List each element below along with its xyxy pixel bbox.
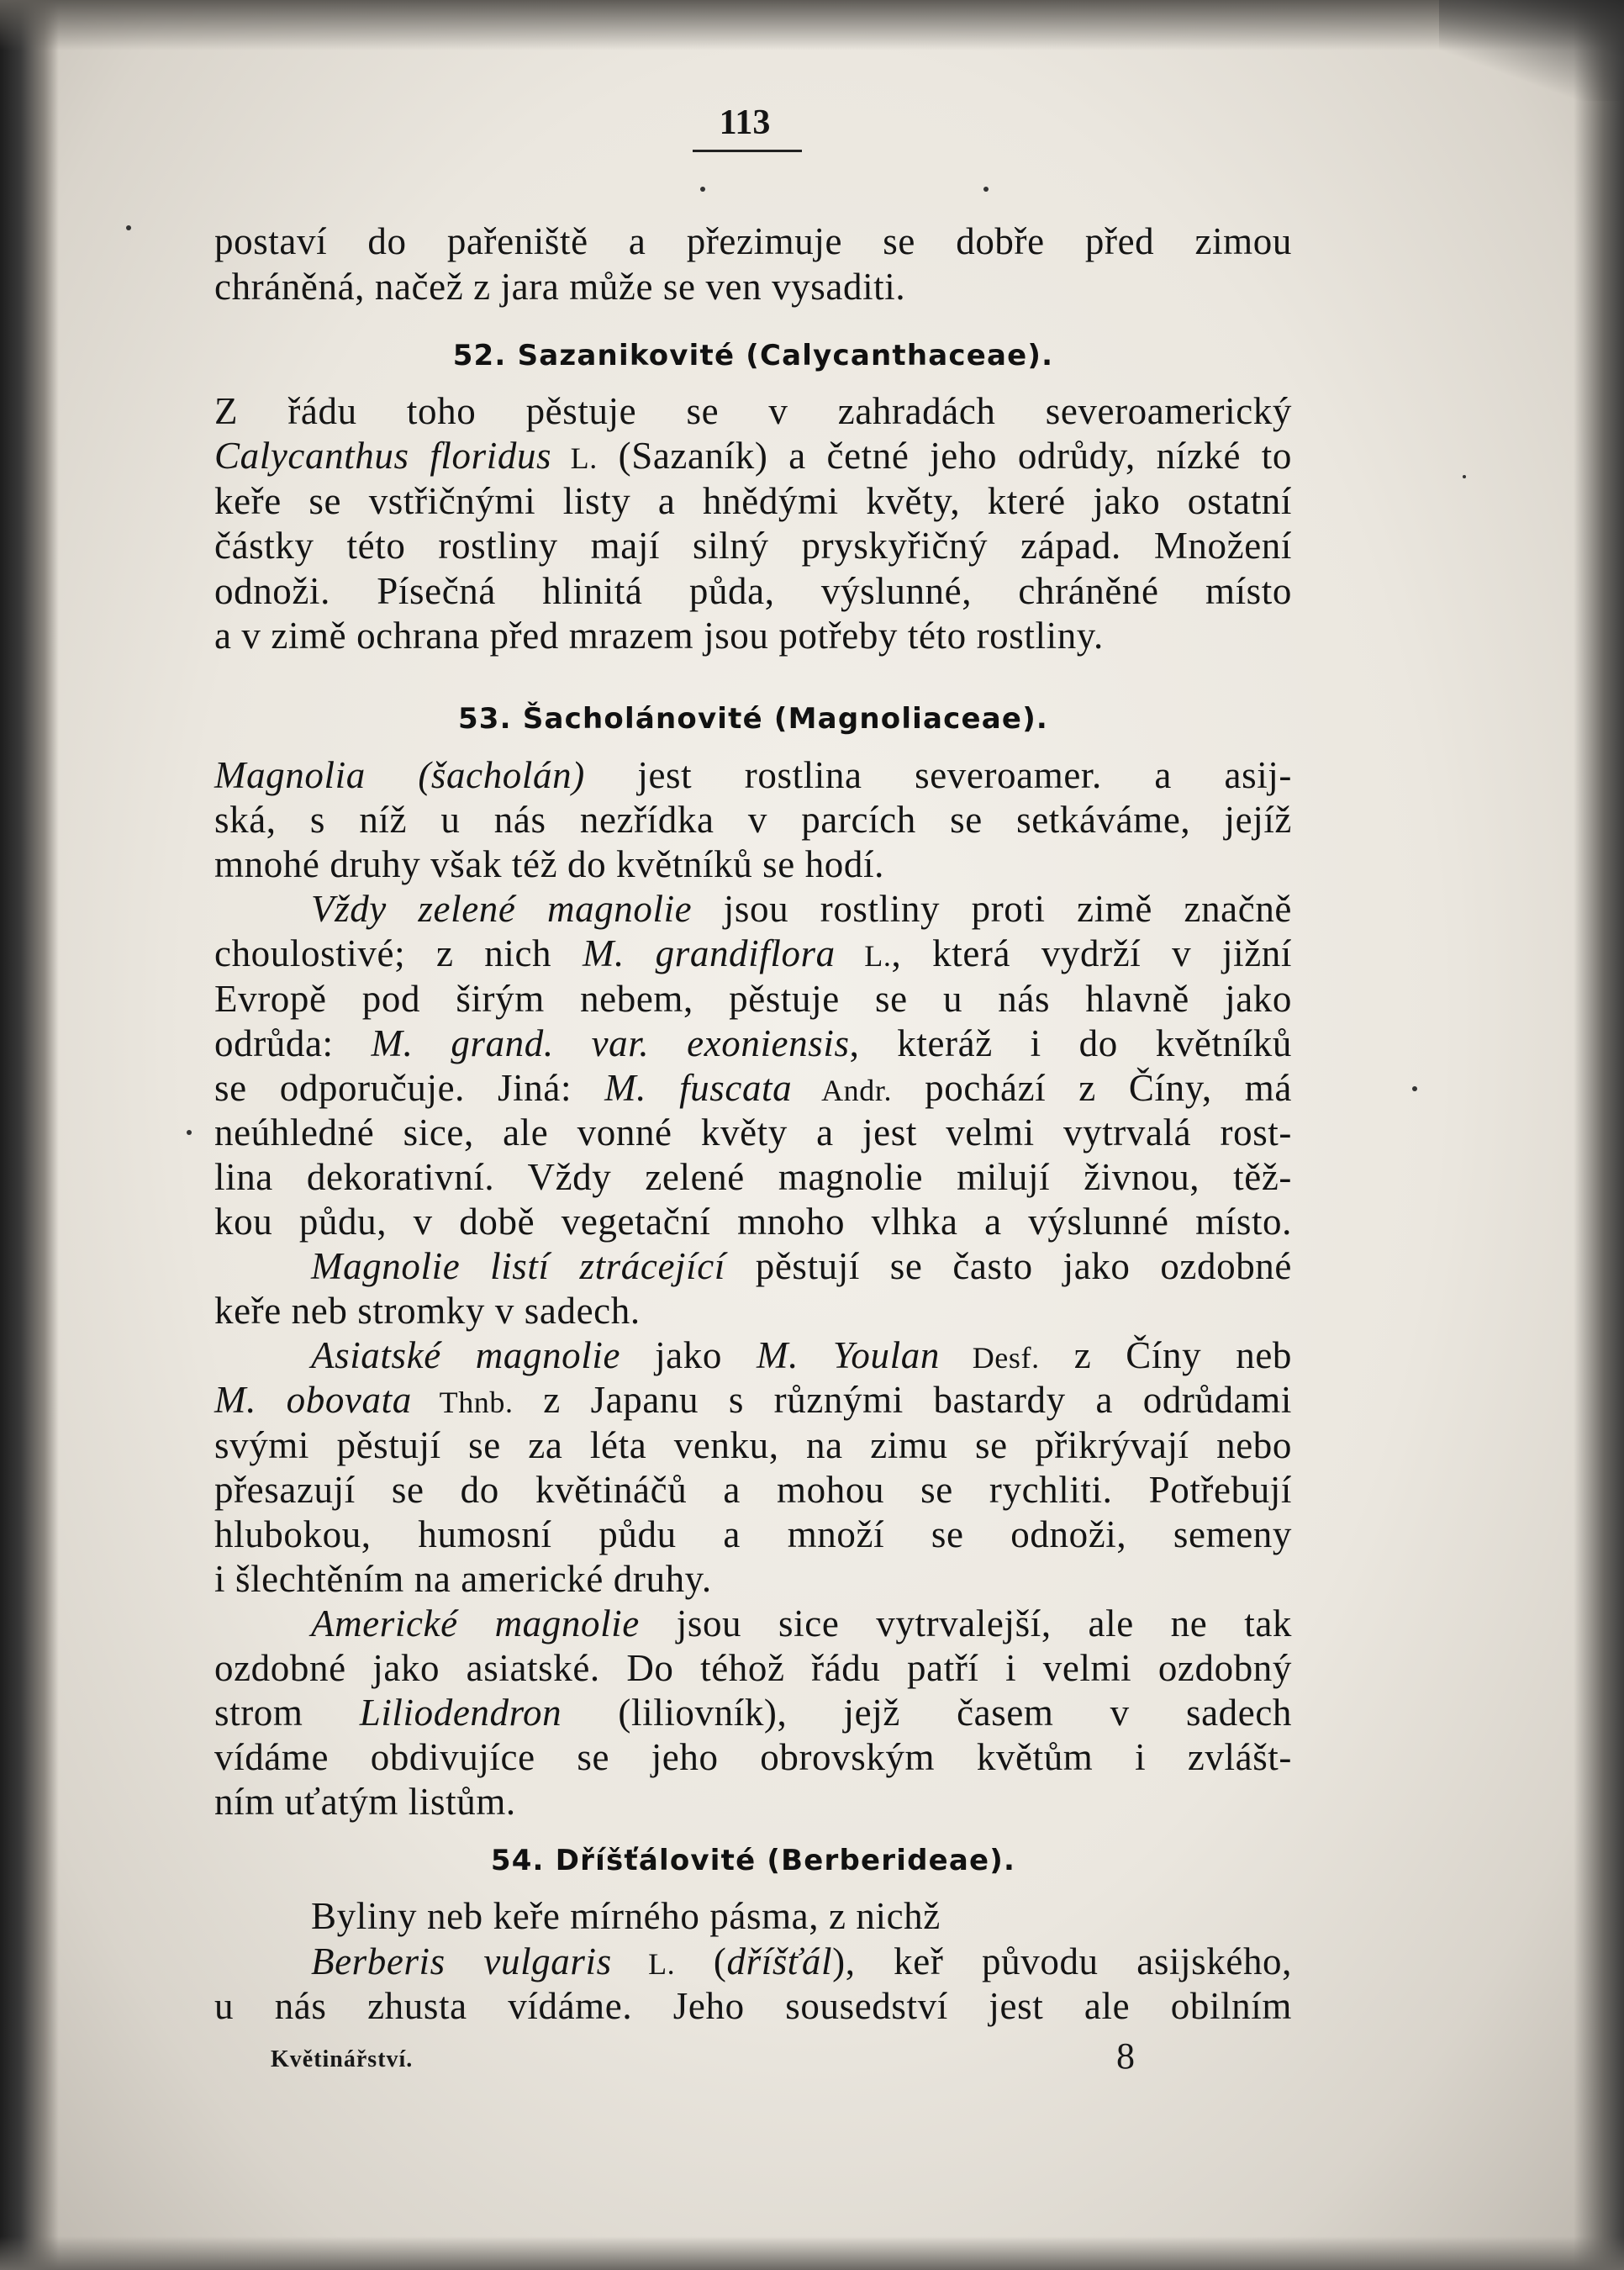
text-line <box>214 1645 1292 1691</box>
text-run: kou půdu, v době vegetační mnoho vlhka a výslunné místo. <box>214 1201 1292 1243</box>
italic-run: Liliodendron <box>359 1692 562 1734</box>
author-abbrev: Andr. <box>792 1073 893 1107</box>
italic-run: Magnolia (šacholán) <box>214 754 585 796</box>
text-line <box>214 1154 1292 1200</box>
italic-run: M. grand. var. exoniensis <box>371 1022 850 1064</box>
text-run: jako <box>620 1334 757 1377</box>
text-run: a v zimě ochrana před mrazem jsou potřeby této rostliny. <box>214 615 1104 657</box>
section-number: 53. <box>457 702 512 736</box>
author-abbrev: Desf. <box>939 1341 1040 1375</box>
text-run: ním uťatým listům. <box>214 1781 516 1824</box>
text-line <box>214 1377 1292 1423</box>
italic-run: M. grandiflora <box>582 932 836 975</box>
text-run: , kteráž i do květníků <box>849 1022 1292 1064</box>
text-run: jsou sice vytrvalejší, ale ne tak <box>639 1602 1292 1644</box>
section-title: Šacholánovité (Magnoliaceae). <box>522 702 1049 736</box>
text-line <box>214 388 1292 434</box>
italic-run: dříšťál <box>726 1940 833 1982</box>
text-line <box>214 433 1292 478</box>
page-edge-shadow-top <box>0 0 1624 50</box>
section-heading-54 <box>214 1840 1292 1882</box>
text-run: mnohé druhy však též do květníků se hodí. <box>214 843 884 886</box>
signature-mark: Květinářství. <box>271 2046 414 2072</box>
text-line <box>311 1333 1292 1378</box>
text-line <box>214 1690 1292 1735</box>
text-run: jest rostlina severoamer. a asij- <box>584 754 1292 796</box>
text-run: pěstují se často jako ozdobné <box>725 1245 1292 1288</box>
ink-speck <box>187 1130 192 1135</box>
italic-run: Magnolie listí ztrácející <box>311 1245 725 1288</box>
page-number: 113 <box>719 103 771 142</box>
italic-run: Asiatské magnolie <box>311 1334 621 1377</box>
text-line <box>214 523 1292 568</box>
text-line <box>214 1734 1292 1780</box>
text-run: z Číny neb <box>1039 1334 1292 1377</box>
text-run: Byliny neb keře mírného pásma, z nichž <box>311 1895 941 1937</box>
text-line <box>311 1243 1292 1289</box>
text-run: (liliovník), jejž časem v sadech <box>562 1692 1292 1734</box>
text-run: částky této rostliny mají silný pryskyřičný západ. Množení <box>214 525 1292 568</box>
text-line: postaví do pařeniště a přezimuje se dobře před zimou <box>214 220 1292 262</box>
author-abbrev: L. <box>551 441 598 476</box>
text-run: choulostivé; z nich <box>214 932 583 975</box>
italic-run: Calycanthus floridus <box>214 435 552 478</box>
text-run: odnoži. Písečná hlinitá půda, výslunné, chráněné místo <box>214 569 1292 612</box>
page-edge-shadow-right <box>1574 0 1624 2270</box>
page-edge-shadow-left <box>0 0 59 2270</box>
text-line <box>214 1467 1292 1512</box>
ink-speck <box>1463 475 1466 478</box>
text-run: vídáme obdivujíce se jeho obrovským květům i zvlášt- <box>214 1736 1292 1779</box>
text-run: z Japanu s různými bastardy a odrůdami <box>513 1379 1292 1422</box>
page-corner-shadow <box>1439 0 1624 101</box>
italic-run: M. obovata <box>214 1379 412 1422</box>
text-run: strom <box>214 1692 360 1734</box>
text-run: svými pěstují se za léta venku, na zimu se přikrývají nebo <box>214 1423 1292 1466</box>
italic-run: Americké magnolie <box>311 1602 640 1644</box>
text-run: lina dekorativní. Vždy zelené magnolie milují živnou, těž- <box>214 1155 1292 1198</box>
text-line <box>214 1423 1292 1468</box>
text-run: keře se vstřičnými listy a hnědými květy, které jako ostatní <box>214 479 1292 522</box>
italic-run: Berberis vulgaris <box>311 1940 612 1982</box>
text-run: u nás zhusta vídáme. Jeho sousedství jest ale obilním <box>214 1985 1292 2027</box>
text-run: , která vydrží v jižní <box>891 932 1293 975</box>
text-line <box>214 568 1292 614</box>
text-run: ská, s níž u nás nezřídka v parcích se setkáváme, jejíž <box>214 799 1292 842</box>
text-line <box>214 478 1292 524</box>
text-run: (Sazaník) a četné jeho odrůdy, nízké to <box>597 435 1292 478</box>
section-title: Sazanikovité (Calycanthaceae). <box>517 339 1054 372</box>
section-number: 52. <box>452 339 507 372</box>
text-run: se odporučuje. Jiná: <box>214 1066 605 1109</box>
italic-run: M. fuscata <box>604 1066 793 1109</box>
section-title: Dříšťálovité (Berberideae). <box>555 1844 1016 1877</box>
text-run: přesazují se do květináčů a mohou se rychliti. Potřebují <box>214 1468 1292 1511</box>
text-run: odrůda: <box>214 1022 372 1064</box>
sheet-number: 8 <box>1116 2035 1135 2077</box>
text-run: jsou rostliny proti zimě značně <box>692 888 1292 931</box>
text-run: ), keř původu asijského, <box>832 1940 1292 1982</box>
text-line <box>311 1939 1292 1984</box>
page-edge-shadow-bottom <box>0 2236 1624 2270</box>
text-line <box>311 1601 1292 1646</box>
text-line <box>214 1512 1292 1557</box>
text-line <box>214 931 1292 976</box>
author-abbrev: L. <box>835 939 892 974</box>
text-line <box>214 1021 1292 1066</box>
author-abbrev: Thnb. <box>411 1386 514 1420</box>
author-abbrev: L. <box>611 1946 676 1981</box>
text-line <box>214 1065 1292 1111</box>
text-line <box>214 1110 1292 1155</box>
section-number: 54. <box>490 1844 545 1877</box>
text-line <box>214 1199 1292 1244</box>
text-run: i šlechtěním na americké druhy. <box>214 1557 712 1600</box>
text-line <box>214 613 1292 658</box>
text-run: hlubokou, humosní půdu a množí se odnoži, semeny <box>214 1512 1292 1555</box>
ink-speck <box>1412 1086 1417 1091</box>
ink-speck <box>983 187 989 192</box>
italic-run: Vždy zelené magnolie <box>311 888 693 931</box>
ink-speck <box>700 187 705 192</box>
text-line <box>214 976 1292 1022</box>
text-run: keře neb stromky v sadech. <box>214 1290 641 1333</box>
text-run: Evropě pod širým nebem, pěstuje se u nás hlavně jako <box>214 977 1292 1020</box>
text-line <box>311 1893 1292 1939</box>
text-run: pochází z Číny, má <box>892 1066 1292 1109</box>
text-run: Z řádu toho pěstuje se v zahradách severoamerický <box>214 390 1292 432</box>
italic-run: M. Youlan <box>756 1334 940 1377</box>
text-line <box>214 752 1292 798</box>
text-line <box>214 797 1292 842</box>
text-line <box>214 1556 1292 1602</box>
text-run: ( <box>675 1940 727 1982</box>
text-line <box>214 1288 1292 1333</box>
text-run: ozdobné jako asiatské. Do téhož řádu patří i velmi ozdobný <box>214 1647 1292 1689</box>
section-heading-53 <box>214 698 1292 740</box>
text-line <box>311 886 1292 932</box>
ink-speck <box>126 225 131 230</box>
text-line <box>214 842 1292 887</box>
text-line: chráněná, načež z jara může se ven vysaditi. <box>214 266 906 308</box>
text-run: neúhledné sice, ale vonné květy a jest velmi vytrvalá rost- <box>214 1111 1292 1153</box>
text-line <box>214 1779 1292 1824</box>
section-heading-52 <box>214 335 1292 377</box>
text-line <box>214 1983 1292 2029</box>
page-number-rule <box>693 150 802 152</box>
